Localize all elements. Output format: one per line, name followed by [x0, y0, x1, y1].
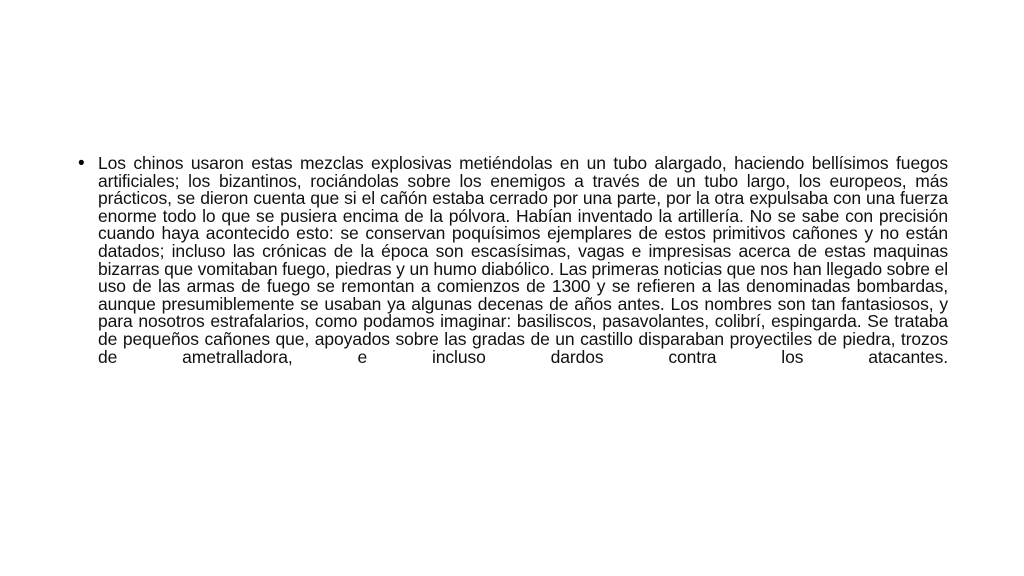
bullet-paragraph: Los chinos usaron estas mezclas explosivas metiéndolas en un tubo alargado, haciendo bellísimos fuegos artificiales; los bizantinos, rociándolas sobre los enemigos a través de un tubo largo, los europeos, más prácticos, se dieron cuenta que si el cañón estaba cerrado por una parte, por la otra expulsaba con una fuerza enorme todo lo que se pusiera encima de la pólvora. Habían inventado la artillería. No se sabe con precisión cuando haya acontecido esto: se conservan poquísimos ejemplares de estos primitivos cañones y no están datados; incluso las crónicas de la época son escasísimas, vagas e impresisas acerca de estas maquinas bizarras que vomitaban fuego, piedras y un humo diabólico. Las primeras noticias que nos han llegado sobre el uso de las armas de fuego se remontan a comienzos de 1300 y se refieren a las denominadas bombardas, aunque presumiblemente se usaban ya algunas decenas de años antes. Los nombres son tan fantasiosos, y para nosotros estrafalarios, como podamos imaginar: basiliscos, pasavolantes, colibrí, espingarda. Se trataba de pequeños cañones que, apoyados sobre las gradas de un castillo disparaban proyectiles de piedra, trozos de ametralladora, e incluso dardos contra los atacantes. — [98, 153, 948, 367]
bullet-item — [78, 155, 948, 366]
bullet-marker: • — [78, 153, 85, 174]
